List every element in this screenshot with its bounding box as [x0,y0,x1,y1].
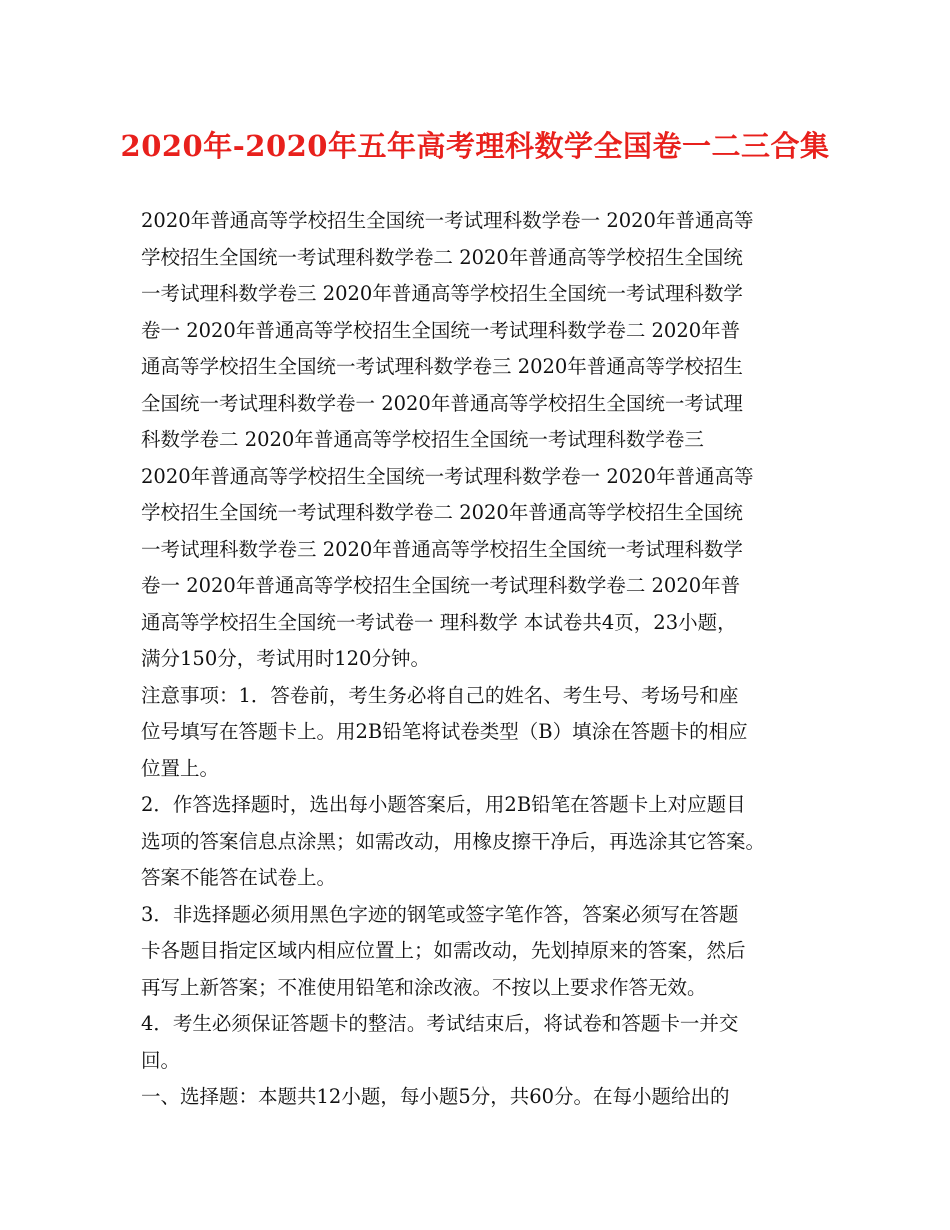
notice-line: 3．非选择题必须用黑色字迹的钢笔或签字笔作答，答案必须写在答题 [141,902,739,926]
body-line: 卷一 2020年普通高等学校招生全国统一考试理科数学卷二 2020年普 [141,574,741,597]
notice-line: 注意事项：1．答卷前，考生务必将自己的姓名、考生号、考场号和座 [141,683,739,707]
body-line: 学校招生全国统一考试理科数学卷二 2020年普通高等学校招生全国统 [141,501,743,524]
body-line: 卷一 2020年普通高等学校招生全国统一考试理科数学卷二 2020年普 [141,318,741,342]
body-line: 通高等学校招生全国统一考试理科数学卷三 2020年普通高等学校招生 [141,355,743,378]
notice-line: 答案不能答在试卷上。 [141,866,337,889]
notice-line: 回。 [141,1048,181,1072]
body-line: 全国统一考试理科数学卷一 2020年普通高等学校招生全国统一考试理 [141,391,743,415]
body-line: 2020年普通高等学校招生全国统一考试理科数学卷一 2020年普通高等 [141,209,754,232]
body-line: 一考试理科数学卷三 2020年普通高等学校招生全国统一考试理科数学 [141,282,743,305]
notice-line: 卡各题目指定区域内相应位置上；如需改动，先划掉原来的答案，然后 [141,939,746,962]
document-title: 2020年-2020年五年高考理科数学全国卷一二三合集 [120,129,830,163]
notice-line: 2．作答选择题时，选出每小题答案后，用2B铅笔在答题卡上对应题目 [141,793,746,816]
notice-line: 位置上。 [141,756,220,780]
body-line: 一考试理科数学卷三 2020年普通高等学校招生全国统一考试理科数学 [141,537,743,561]
notice-line: 4．考生必须保证答题卡的整洁。考试结束后，将试卷和答题卡一并交 [141,1012,739,1035]
body-line: 满分150分，考试用时120分钟。 [141,647,430,670]
notice-line: 位号填写在答题卡上。用2B铅笔将试卷类型（B）填涂在答题卡的相应 [141,720,748,743]
section-heading-line: 一、选择题：本题共12小题，每小题5分，共60分。在每小题给出的 [141,1085,730,1108]
body-line: 学校招生全国统一考试理科数学卷二 2020年普通高等学校招生全国统 [141,245,743,269]
body-line: 通高等学校招生全国统一考试卷一 理科数学 本试卷共4页，23小题， [141,610,737,634]
body-line: 2020年普通高等学校招生全国统一考试理科数学卷一 2020年普通高等 [141,464,754,488]
notice-line: 再写上新答案；不准使用铅笔和涂改液。不按以上要求作答无效。 [141,975,707,999]
document-body [141,203,841,1116]
notice-line: 选项的答案信息点涂黑；如需改动，用橡皮擦干净后，再选涂其它答案。 [141,829,766,853]
body-line: 科数学卷二 2020年普通高等学校招生全国统一考试理科数学卷三 [141,428,704,451]
